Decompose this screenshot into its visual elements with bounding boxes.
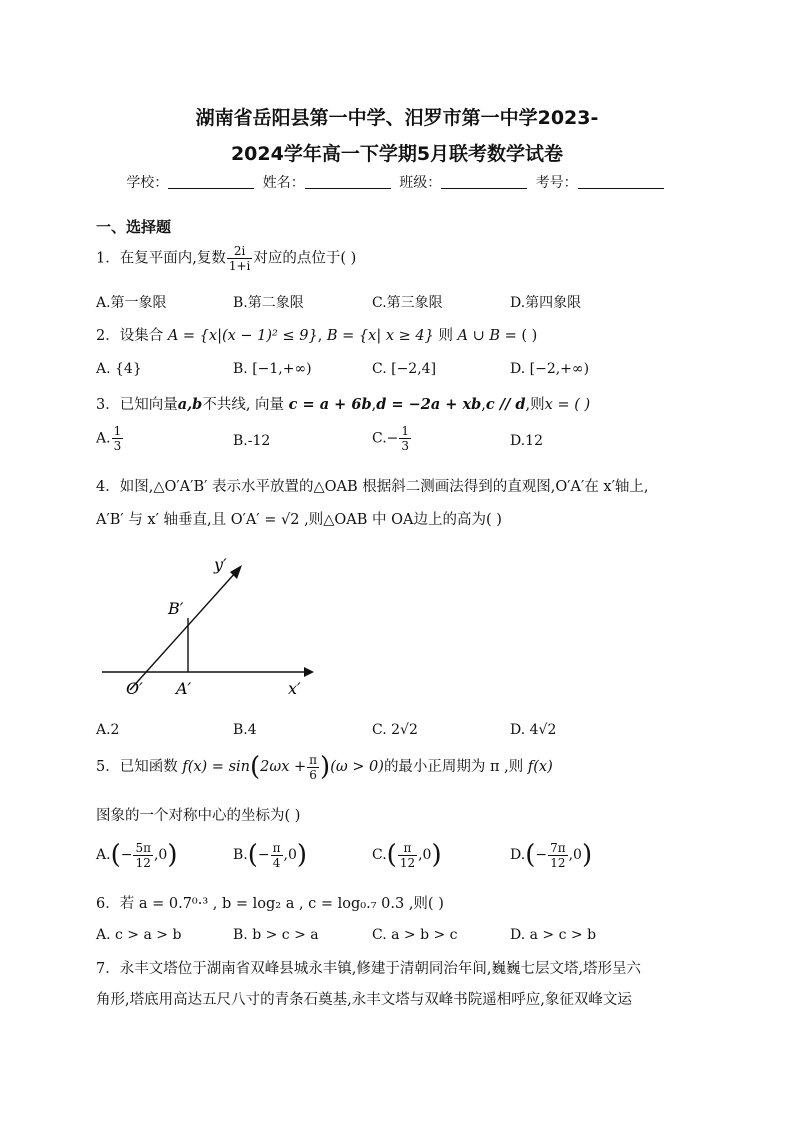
label-a: A′ xyxy=(176,679,192,698)
question-text: 若 a = 0.7⁰·³ , b = log₂ a , c = log₀.₇ 0.3 ,则( ) xyxy=(119,896,444,912)
q1-option-d[interactable]: D.第四象限 xyxy=(510,295,582,311)
parallel-condition: c // d xyxy=(485,396,526,413)
exam-no-label: 考号： xyxy=(535,175,578,191)
q1-option-c[interactable]: C.第三象限 xyxy=(372,295,443,311)
question-number: 6． xyxy=(96,896,120,912)
q4-option-d[interactable]: D. 4√2 xyxy=(510,722,557,738)
question-number: 5． xyxy=(96,759,120,775)
student-info-row xyxy=(0,172,794,192)
question-7 xyxy=(96,957,641,978)
fraction: $\frac{2i}{1+i}$ xyxy=(228,244,251,273)
label-o: O′ xyxy=(126,679,143,698)
q3-option-a[interactable]: A. $\frac{1}{3}$ xyxy=(96,424,122,453)
q1-option-b[interactable]: B.第二象限 xyxy=(233,295,304,311)
question-number: 4． xyxy=(96,479,120,495)
q4-option-b[interactable]: B.4 xyxy=(233,722,257,738)
exam-title-line1: 湖南省岳阳县第一中学、汨罗市第一中学2023- xyxy=(195,107,599,129)
q6-option-c[interactable]: C. a > b > c xyxy=(372,927,458,943)
class-blank[interactable] xyxy=(441,174,527,189)
question-number: 7． xyxy=(96,961,120,977)
x-axis-arrow xyxy=(304,667,314,677)
question-5-line2: 图象的一个对称中心的坐标为( ) xyxy=(96,808,301,824)
question-1 xyxy=(96,244,356,273)
question-text: 永丰文塔位于湖南省双峰县城永丰镇,修建于清朝同治年间,巍巍七层文塔,塔形呈六 xyxy=(119,961,642,977)
q6-option-d[interactable]: D. a > c > b xyxy=(510,927,597,943)
question-7-line2: 角形,塔底用高达五尺八寸的青条石奠基,永丰文塔与双峰书院遥相呼应,象征双峰文运 xyxy=(96,992,632,1008)
set-b: B = {x| x ≥ 4} xyxy=(326,328,434,344)
label-y: y′ xyxy=(214,555,227,574)
q3-option-c[interactable]: C.− $\frac{1}{3}$ xyxy=(372,424,410,453)
label-x: x′ xyxy=(288,679,301,698)
question-text: 设集合 xyxy=(119,328,164,344)
question-text: 如图,△O′A′B′ 表示水平放置的△OAB 根据斜二测画法得到的直观图,O′A′在 x′轴上, xyxy=(119,479,649,495)
vectors-ab: a,b xyxy=(177,396,203,413)
exam-no-blank[interactable] xyxy=(578,174,664,189)
q4-option-a[interactable]: A.2 xyxy=(96,722,120,738)
q4-option-c[interactable]: C. 2√2 xyxy=(372,722,418,738)
vector-d: d = −2a + xb xyxy=(376,396,482,413)
question-6 xyxy=(96,892,444,913)
name-blank[interactable] xyxy=(305,174,391,189)
question-number: 3． xyxy=(96,397,120,413)
q5-option-c[interactable]: C.( $\frac{\pi}{12}$ ,0) xyxy=(372,840,442,870)
question-number: 1． xyxy=(96,250,120,267)
q2-option-c[interactable]: C. [−2,4] xyxy=(372,361,437,377)
q3-option-b[interactable]: B.-12 xyxy=(233,433,271,449)
q6-option-b[interactable]: B. b > c > a xyxy=(233,927,319,943)
q2-option-b[interactable]: B. [−1,+∞) xyxy=(233,361,312,377)
q1-option-a[interactable]: A.第一象限 xyxy=(96,295,167,311)
section-heading-choice: 一、选择题 xyxy=(96,218,172,236)
question-4-line2: A′B′ 与 x′ 轴垂直,且 O′A′ = √2 ,则△OAB 中 OA边上的高为( ) xyxy=(96,512,502,528)
name-label: 姓名： xyxy=(262,175,305,191)
class-label: 班级： xyxy=(399,175,442,191)
q6-option-a[interactable]: A. c > a > b xyxy=(96,927,182,943)
question-2: 2．设集合 A = {x|(x − 1)² ≤ 9}, B = {x| x ≥ 4} 则 A ∪ B = ( ) xyxy=(96,328,538,344)
set-a: A = {x|(x − 1)² ≤ 9} xyxy=(167,328,318,344)
question-4 xyxy=(96,475,649,496)
school-label: 学校： xyxy=(126,175,169,191)
q5-option-b[interactable]: B.(− $\frac{\pi}{4}$ ,0) xyxy=(233,840,308,870)
q3-option-d[interactable]: D.12 xyxy=(510,433,543,449)
q2-option-d[interactable]: D. [−2,+∞) xyxy=(510,361,590,377)
q5-option-d[interactable]: D.(− $\frac{7\pi}{12}$ ,0) xyxy=(510,840,593,870)
exam-title-line2: 2024学年高一下学期5月联考数学试卷 xyxy=(230,143,564,165)
school-blank[interactable] xyxy=(168,174,254,189)
question-3: 3．已知向量a,b不共线, 向量 c = a + 6b,d = −2a + xb,c // d,则x = ( ) xyxy=(96,396,591,413)
q2-option-a[interactable]: A. {4} xyxy=(96,361,142,377)
oblique-projection-figure xyxy=(96,548,336,708)
question-text: 对应的点位于( ) xyxy=(253,250,357,267)
question-text: 在复平面内,复数 xyxy=(119,250,226,267)
question-5: 5．已知函数 f(x) = sin(2ωx + $\frac{\pi}{6}$ )(ω > 0)的最小正周期为 π ,则 f(x) xyxy=(96,752,553,782)
q5-option-a[interactable]: A.(− $\frac{5\pi}{12}$ ,0) xyxy=(96,840,178,870)
vector-c: c = a + 6b xyxy=(288,396,372,413)
question-number: 2． xyxy=(96,328,120,344)
union-expr: A ∪ B xyxy=(457,328,501,344)
label-b: B′ xyxy=(168,599,184,618)
